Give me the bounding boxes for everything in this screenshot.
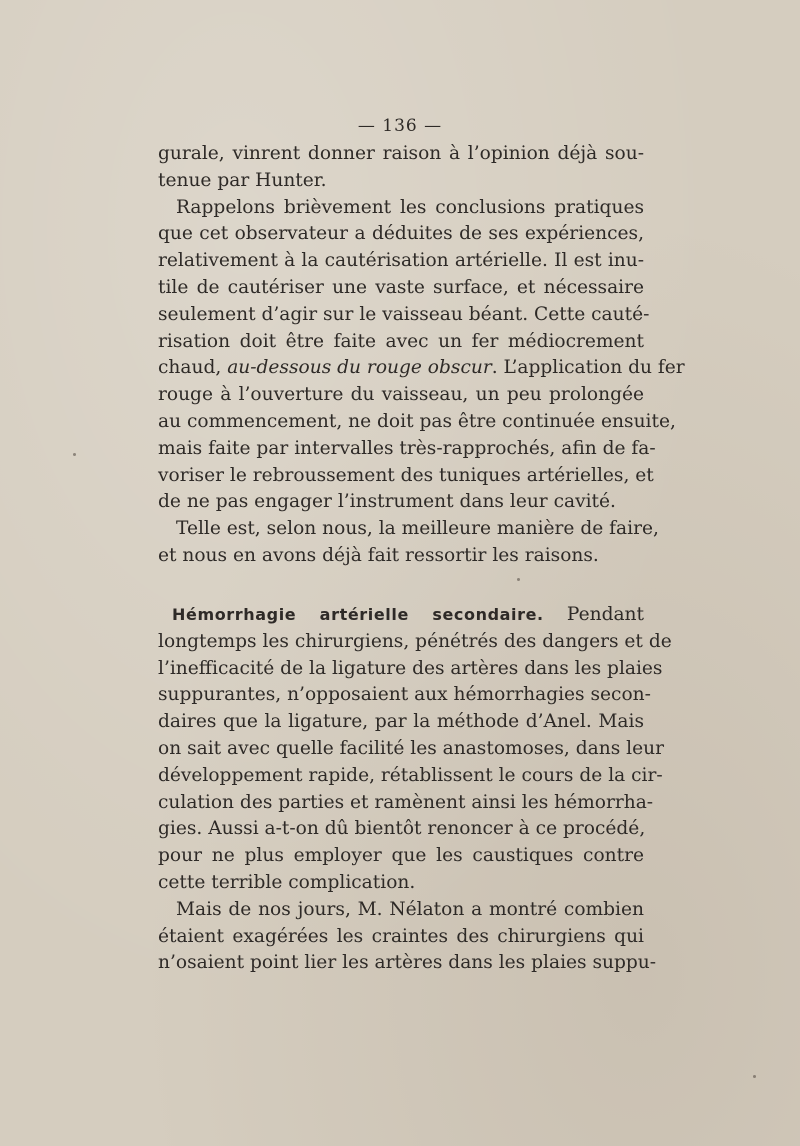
text-line: et nous en avons déjà fait ressortir les raisons.	[158, 544, 599, 566]
text-line: tenue par Hunter.	[158, 169, 327, 191]
text-line: au commencement, ne doit pas être continuée ensuite,	[158, 410, 676, 432]
section-heading: Hémorrhagie artérielle secondaire.	[172, 605, 544, 624]
text-line: l’inefficacité de la ligature des artères dans les plaies	[158, 657, 663, 679]
text-line: rouge à l’ouverture du vaisseau, un peu prolongée	[158, 384, 644, 406]
text-line: longtemps les chirurgiens, pénétrés des dangers et de	[158, 630, 672, 652]
text-line: gies. Aussi a-t-on dû bientôt renoncer à ce procédé,	[158, 818, 646, 840]
paragraph-block-hemorrhagie	[158, 602, 672, 977]
text-line: culation des parties et ramènent ainsi les hémorrha-	[158, 791, 654, 813]
text-run: chaud,	[158, 357, 228, 379]
text-line: Mais de nos jours, M. Nélaton a montré combien	[176, 898, 644, 920]
page-number: — 136 —	[357, 116, 443, 136]
text-line	[158, 355, 685, 382]
italic-phrase: au-dessous du rouge obscur	[227, 357, 492, 379]
text-line: étaient exagérées les craintes des chirurgiens qui	[158, 925, 644, 947]
text-line: mais faite par intervalles très-rapprochés, afin de fa-	[158, 437, 656, 459]
text-line: que cet observateur a déduites de ses expériences,	[158, 223, 644, 245]
text-line: seulement d’agir sur le vaisseau béant. Cette cauté-	[158, 303, 650, 325]
text-line: voriser le rebroussement des tuniques artérielles, et	[158, 464, 654, 486]
text-line: suppurantes, n’opposaient aux hémorrhagies secon-	[158, 684, 651, 706]
text-line: daires que la ligature, par la méthode d’Anel. Mais	[158, 711, 644, 733]
paper-speck	[753, 1075, 756, 1078]
paragraph-block-cauterisation	[158, 141, 685, 570]
text-run: . L’application du fer	[491, 357, 685, 379]
text-line: pour ne plus employer que les caustiques contre	[158, 845, 644, 867]
text-line: n’osaient point lier les artères dans les plaies suppu-	[158, 952, 657, 974]
text-line	[158, 602, 644, 629]
text-line: risation doit être faite avec un fer médiocrement	[158, 330, 644, 352]
text-line: relativement à la cautérisation artérielle. Il est inu-	[158, 250, 644, 272]
text-line: Rappelons brièvement les conclusions pratiques	[176, 196, 644, 218]
text-run: Pendant	[543, 604, 644, 625]
text-line: cette terrible complication.	[158, 871, 416, 893]
text-line: de ne pas engager l’instrument dans leur cavité.	[158, 491, 616, 513]
text-line: développement rapide, rétablissent le cours de la cir-	[158, 764, 663, 786]
text-line: on sait avec quelle facilité les anastomoses, dans leur	[158, 737, 664, 759]
paper-speck	[517, 578, 520, 581]
text-line: tile de cautériser une vaste surface, et nécessaire	[158, 276, 644, 298]
text-line: gurale, vinrent donner raison à l’opinion déjà sou-	[158, 143, 644, 164]
text-line: Telle est, selon nous, la meilleure manière de faire,	[176, 518, 659, 540]
paper-speck	[73, 453, 76, 456]
